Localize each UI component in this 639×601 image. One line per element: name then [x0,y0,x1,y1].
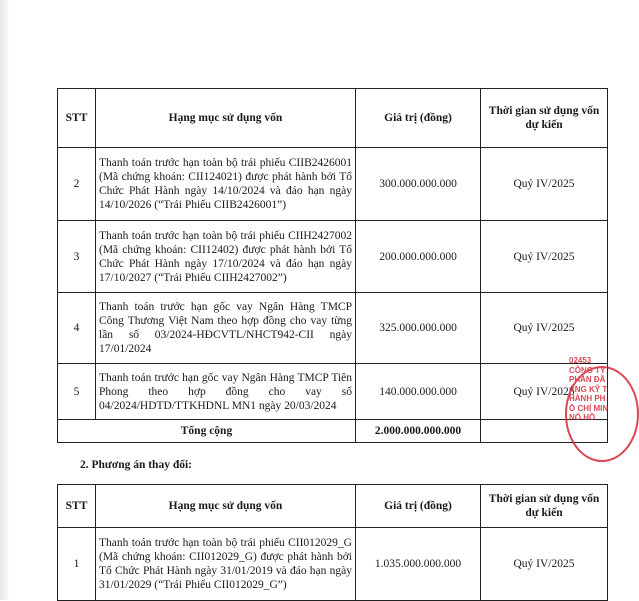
row-desc: Thanh toán trước hạn toàn bộ trái phiếu CII012029_G (Mã chứng khoán: CII012029_G) được phát hành bởi Tổ Chức Phát Hành ngày 31/01/2019 và đáo hạn ngày 31/01/2029 (“Trái Phiếu CII012029_G”) [96,528,356,601]
header-value: Giá trị (đồng) [356,89,481,148]
row-desc: Thanh toán trước hạn gốc vay Ngân Hàng TMCP Tiên Phong theo hợp đồng cho vay số 04/2024/HDTD/TTKHDNL MN1 ngày 20/03/2024 [96,364,356,420]
row-stt: 2 [58,148,96,221]
table-row [58,148,608,221]
row-time: Quý IV/2025 [481,221,608,293]
row-stt: 5 [58,364,96,420]
row-time: Quý IV/2025 [481,148,608,221]
row-value: 325.000.000.000 [356,293,481,364]
header-value: Giá trị (đồng) [356,485,481,528]
row-stt: 4 [58,293,96,364]
header-item: Hạng mục sử dụng vốn [96,89,356,148]
total-label: Tổng cộng [58,420,356,443]
table-header-row [58,89,608,148]
scan-edge-shadow [0,0,9,600]
capital-use-table-changed [57,484,608,601]
header-time: Thời gian sử dụng vốn dự kiến [481,89,608,148]
table-row [58,293,608,364]
row-value: 300.000.000.000 [356,148,481,221]
row-value: 200.000.000.000 [356,221,481,293]
header-item: Hạng mục sử dụng vốn [96,485,356,528]
row-stt: 3 [58,221,96,293]
company-seal-stamp [561,354,609,466]
row-value: 1.035.000.000.000 [356,528,481,601]
row-desc: Thanh toán trước hạn toàn bộ trái phiếu CIIB2426001 (Mã chứng khoán: CII124021) được phát hành bởi Tổ Chức Phát Hành ngày 14/10/2024 và đáo hạn ngày 14/10/2026 (“Trái Phiếu CIIB2426001”) [96,148,356,221]
seal-line: 02453 [569,356,592,365]
row-time: Quý IV/2025 [481,293,608,364]
table-row [58,221,608,293]
total-row [58,420,608,443]
total-value: 2.000.000.000.000 [356,420,481,443]
seal-line: ÁNG KỸ T [569,384,608,394]
header-stt: STT [58,89,96,148]
table-header-row [58,485,608,528]
row-time: Quý IV/2025 [481,364,608,420]
seal-line: HÀNH PH [569,394,606,403]
seal-text [569,356,608,423]
seal-line: Ồ CHÍ MIN [569,403,609,413]
row-desc: Thanh toán trước hạn toàn bộ trái phiếu CIIH2427002 (Mã chứng khoán: CII12402) được phát hành bởi Tổ Chức Phát Hành ngày 17/10/2024 và đáo hạn ngày 17/10/2027 (“Trái Phiếu CIIH2427002”) [96,221,356,293]
section-heading: 2. Phương án thay đổi: [80,459,193,471]
row-value: 140.000.000.000 [356,364,481,420]
row-desc: Thanh toán trước hạn gốc vay Ngân Hàng TMCP Công Thương Việt Nam theo hợp đồng cho vay từng lần số 03/2024-HĐCVTL/NHCT942-CII ngày 17/01/2024 [96,293,356,364]
capital-use-table-original [57,88,608,443]
row-stt: 1 [58,528,96,601]
header-time: Thời gian sử dụng vốn dự kiến [481,485,608,528]
seal-line: CÔNG TY [569,365,606,375]
header-stt: STT [58,485,96,528]
seal-line: PHẦN ĐẦ [569,375,606,384]
seal-line: NỐ HỒ [569,413,596,422]
row-time: Quý IV/2025 [481,528,608,601]
table-row [58,528,608,601]
table-row [58,364,608,420]
